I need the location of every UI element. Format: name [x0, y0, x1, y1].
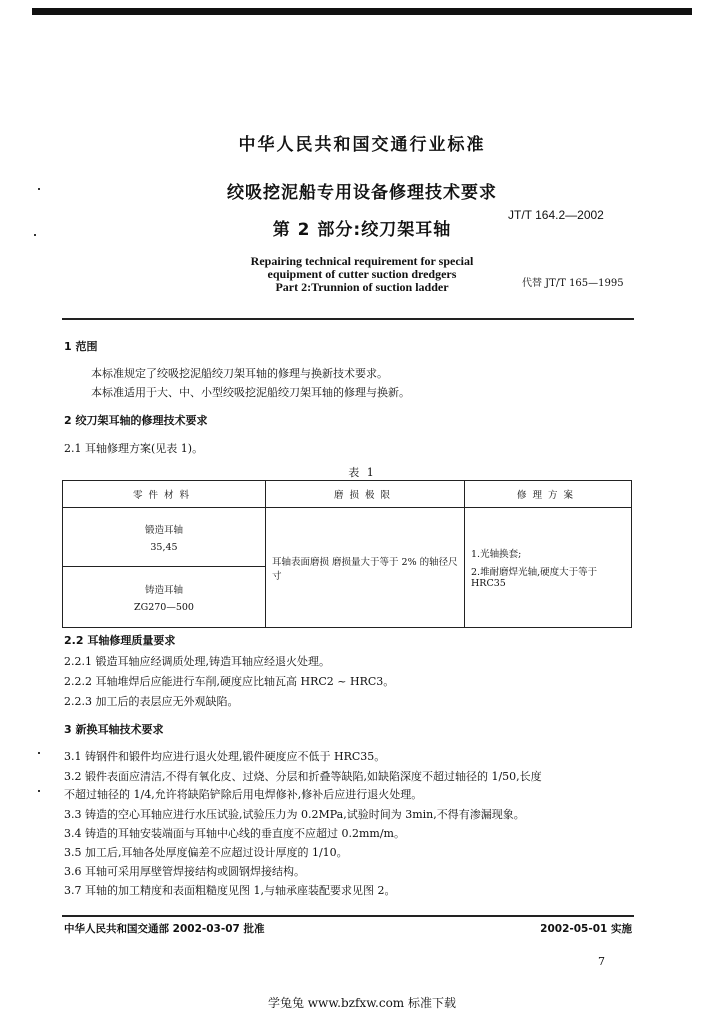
material-cell: [63, 508, 266, 567]
scan-speck: [38, 752, 40, 754]
material-grade: 35,45: [150, 541, 178, 553]
clause-3-2: 3.2 锻件表面应清洁,不得有氧化皮、过烧、分层和折叠等缺陷,如缺陷深度不超过轴径的 1/50,长度: [64, 770, 542, 783]
repair-option: 1.光轴换套;: [471, 549, 522, 560]
section-3-heading: 3 新换耳轴技术要求: [64, 723, 164, 736]
page-number: 7: [598, 955, 605, 968]
title-en-line: equipment of cutter suction dredgers: [267, 267, 457, 281]
repair-option: 2.堆耐磨焊光轴,硬度大于等于 HRC35: [471, 567, 598, 589]
replaces-note: 代替 JT/T 165—1995: [522, 278, 624, 289]
clause-3-1: 3.1 铸钢件和锻件均应进行退火处理,锻件硬度应不低于 HRC35。: [64, 750, 386, 763]
clause-2-2: 2.2 耳轴修理质量要求: [64, 634, 176, 647]
table-caption: 表 1: [348, 466, 376, 479]
table-header-cell: 修理方案: [465, 481, 632, 508]
standard-title: 中华人民共和国交通行业标准: [238, 135, 486, 155]
clause-2-2-3: 2.2.3 加工后的表层应无外观缺陷。: [64, 695, 239, 708]
clause-3-7: 3.7 耳轴的加工精度和表面粗糙度见图 1,与轴承座装配要求见图 2。: [64, 884, 396, 897]
clause-3-5: 3.5 加工后,耳轴各处厚度偏差不应超过设计厚度的 1/10。: [64, 846, 348, 859]
section-1-heading: 1 范围: [64, 340, 98, 353]
top-border-bar: [32, 8, 692, 15]
clause-3-6: 3.6 耳轴可采用厚壁管焊接结构或圆钢焊接结构。: [64, 865, 305, 878]
table-row: [63, 508, 632, 567]
scan-speck: [38, 790, 40, 792]
wear-limit-cell: 耳轴表面磨损 磨损量大于等于 2% 的轴径尺寸: [266, 508, 465, 628]
repair-scheme-cell: [465, 508, 632, 628]
paragraph: 本标准适用于大、中、小型绞吸挖泥船绞刀架耳轴的修理与换新。: [91, 386, 410, 399]
title-en-line: Part 2:Trunnion of suction ladder: [275, 280, 449, 294]
standard-code: JT/T 164.2—2002: [508, 208, 604, 222]
paragraph: 本标准规定了绞吸挖泥船绞刀架耳轴的修理与换新技术要求。: [91, 367, 388, 380]
clause-2-2-2: 2.2.2 耳轴堆焊后应能进行车削,硬度应比轴瓦高 HRC2 ~ HRC3。: [64, 675, 395, 688]
title-en-line: Repairing technical requirement for special: [250, 254, 474, 268]
header-divider: [62, 318, 634, 320]
issued-by: 中华人民共和国交通部 2002-03-07 批准: [64, 923, 265, 935]
scan-speck: [38, 188, 40, 190]
clause-2-2-1: 2.2.1 锻造耳轴应经调质处理,铸造耳轴应经退火处理。: [64, 655, 330, 668]
title-cn-main: 绞吸挖泥船专用设备修理技术要求: [227, 183, 497, 203]
repair-table: [62, 480, 632, 628]
clause-3-3: 3.3 铸造的空心耳轴应进行水压试验,试验压力为 0.2MPa,试验时间为 3min,不得有渗漏现象。: [64, 808, 525, 821]
watermark-link[interactable]: 学兔兔 www.bzfxw.com 标准下载: [267, 996, 457, 1010]
table-header-row: [63, 481, 632, 508]
footer-divider: [62, 915, 634, 917]
material-cell: [63, 567, 266, 628]
material-name: 铸造耳轴: [144, 584, 183, 596]
table-header-cell: 磨损极限: [266, 481, 465, 508]
title-cn-part: 第 2 部分:绞刀架耳轴: [272, 220, 452, 240]
clause-3-2-cont: 不超过轴径的 1/4,允许将缺陷铲除后用电焊修补,修补后应进行退火处理。: [64, 788, 423, 801]
effective-date: 2002-05-01 实施: [540, 923, 632, 935]
clause-2-1: 2.1 耳轴修理方案(见表 1)。: [64, 442, 204, 455]
scan-speck: [34, 234, 36, 236]
table-header-cell: 零件材料: [63, 481, 266, 508]
section-2-heading: 2 绞刀架耳轴的修理技术要求: [64, 414, 208, 427]
material-grade: ZG270—500: [134, 601, 194, 613]
material-name: 锻造耳轴: [144, 524, 183, 536]
clause-3-4: 3.4 铸造的耳轴安装端面与耳轴中心线的垂直度不应超过 0.2mm/m。: [64, 827, 405, 840]
